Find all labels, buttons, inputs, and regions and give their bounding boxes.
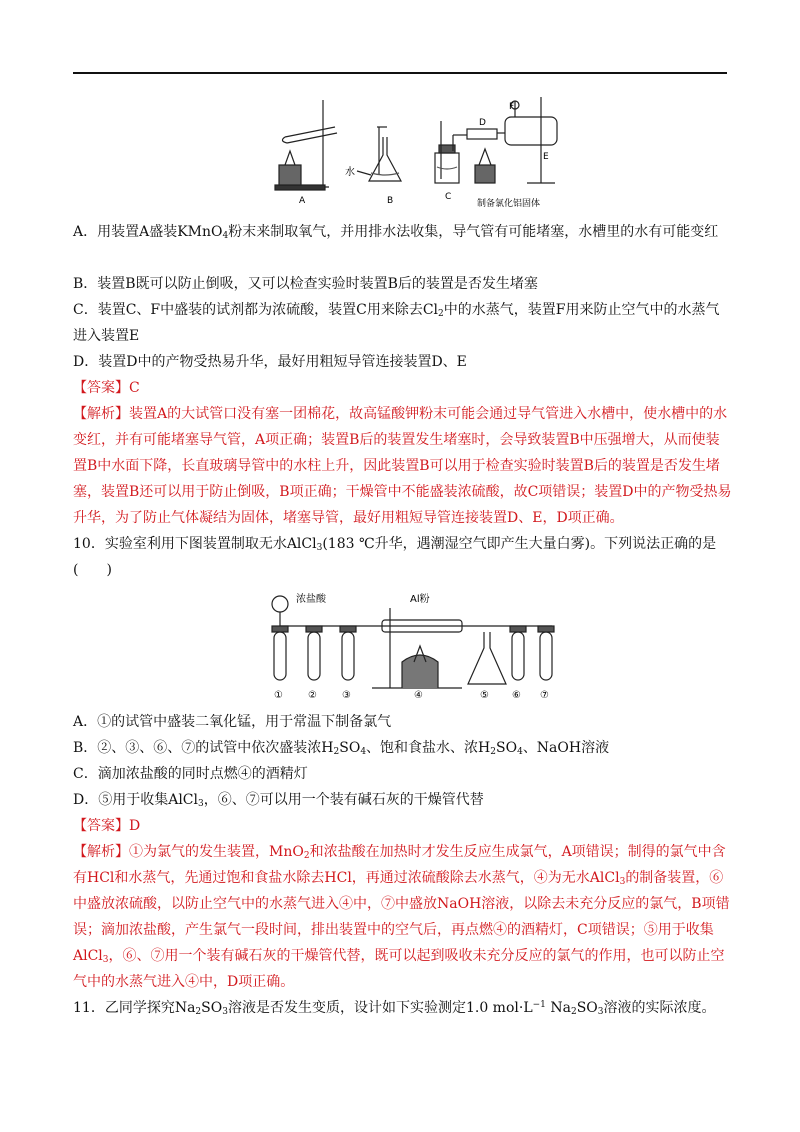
q10-option-b: B．②、③、⑥、⑦的试管中依次盛装浓$H_2SO_4$、饱和食盐水、浓$H_2SO_4$、NaOH溶液 — [73, 740, 610, 757]
water-label: 水 — [345, 167, 355, 178]
al-powder-label: Al粉 — [410, 594, 430, 605]
figure-label-a: A — [299, 196, 306, 206]
figure-caption: 制备氯化铝固体 — [477, 199, 541, 209]
q9-option-c: C．装置C、F中盛装的试剂都为浓硫酸，装置C用来除去$Cl_2$中的水蒸气，装置F用来防止空气中的水蒸气进入装置E — [73, 302, 720, 344]
apparatus-number-6: ⑥ — [512, 690, 521, 701]
q10-option-c: C．滴加浓盐酸的同时点燃④的酒精灯 — [73, 766, 308, 782]
apparatus-number-1: ① — [274, 690, 283, 701]
apparatus-number-3: ③ — [342, 690, 351, 701]
apparatus-figure-2 — [262, 588, 574, 704]
q11-stem: 11．乙同学探究$Na_2SO_3$溶液是否发生变质，设计如下实验测定1.0 $mol\cdot L^{-1}$ $Na_2SO_3$溶液的实际浓度。 — [73, 1000, 716, 1017]
acid-label: 浓盐酸 — [296, 594, 326, 605]
q10-analysis: 【解析】①为氯气的发生装置，MnO$_2$和浓盐酸在加热时才发生反应生成氯气，A项错误；制得的氯气中含有HCl和水蒸气，先通过饱和食盐水除去HCl，再通过浓硫酸除去水蒸气，④为无水AlCl$_3$的制备装置，⑥中盛放浓硫酸，以防止空气中的水蒸气进入④中，⑦中盛放NaOH溶液，以除去未充分反应的氯气，B项错误；滴加浓盐酸，产生氯气一段时间，排出装置中的空气后，再点燃④的酒精灯，C项错误；⑤用于收集AlCl$_3$，⑥、⑦用一个装有碱石灰的干燥管代替，既可以起到吸收未充分反应的氯气的作用，也可以防止空气中的水蒸气进入④中，D项正确。 — [73, 844, 730, 990]
apparatus-number-7: ⑦ — [540, 690, 549, 701]
apparatus-number-4: ④ — [414, 690, 423, 701]
figure-label-d: D — [479, 118, 486, 128]
figure-label-b: B — [387, 196, 394, 206]
apparatus-number-5: ⑤ — [480, 690, 489, 701]
q9-answer: 【答案】C — [73, 380, 140, 396]
q10-option-d: D．⑤用于收集AlCl$_3$，⑥、⑦可以用一个装有碱石灰的干燥管代替 — [73, 792, 484, 809]
figure-label-c: C — [445, 192, 452, 202]
q10-answer: 【答案】D — [73, 818, 141, 834]
q10-option-a: A．①的试管中盛装二氧化锰，用于常温下制备氯气 — [73, 714, 392, 730]
apparatus-figure-1 — [265, 95, 565, 211]
q9-option-b: B．装置B既可以防止倒吸，又可以检查实验时装置B后的装置是否发生堵塞 — [73, 276, 538, 292]
figure-label-f: F — [509, 102, 515, 112]
figure-label-e: E — [543, 152, 549, 162]
q9-option-a: A．用装置A盛装KMnO$_4$粉末来制取氧气，并用排水法收集，导气管有可能堵塞，水槽里的水有可能变红 — [73, 224, 719, 241]
apparatus-number-2: ② — [308, 690, 317, 701]
header-rule — [73, 72, 727, 74]
q9-analysis: 【解析】装置A的大试管口没有塞一团棉花，故高锰酸钾粉末可能会通过导气管进入水槽中，使水槽中的水变红，并有可能堵塞导气管，A项正确；装置B后的装置发生堵塞时，会导致装置B中压强增大，从而使装置B中水面下降，长直玻璃导管中的水柱上升，因此装置B可以用于检查实验时装置B后的装置是否发生堵塞，装置B还可以用于防止倒吸，B项正确；干燥管中不能盛装浓硫酸，故C项错误；装置D中的产物受热易升华，为了防止气体凝结为固体，堵塞导管，最好用粗短导管连接装置D、E，D项正确。 — [73, 406, 732, 526]
q9-option-d: D．装置D中的产物受热易升华，最好用粗短导管连接装置D、E — [73, 354, 467, 370]
q10-stem: 10．实验室利用下图装置制取无水AlCl$_3$(183 ℃升华，遇潮湿空气即产生大量白雾)。下列说法正确的是( ) — [73, 536, 717, 578]
